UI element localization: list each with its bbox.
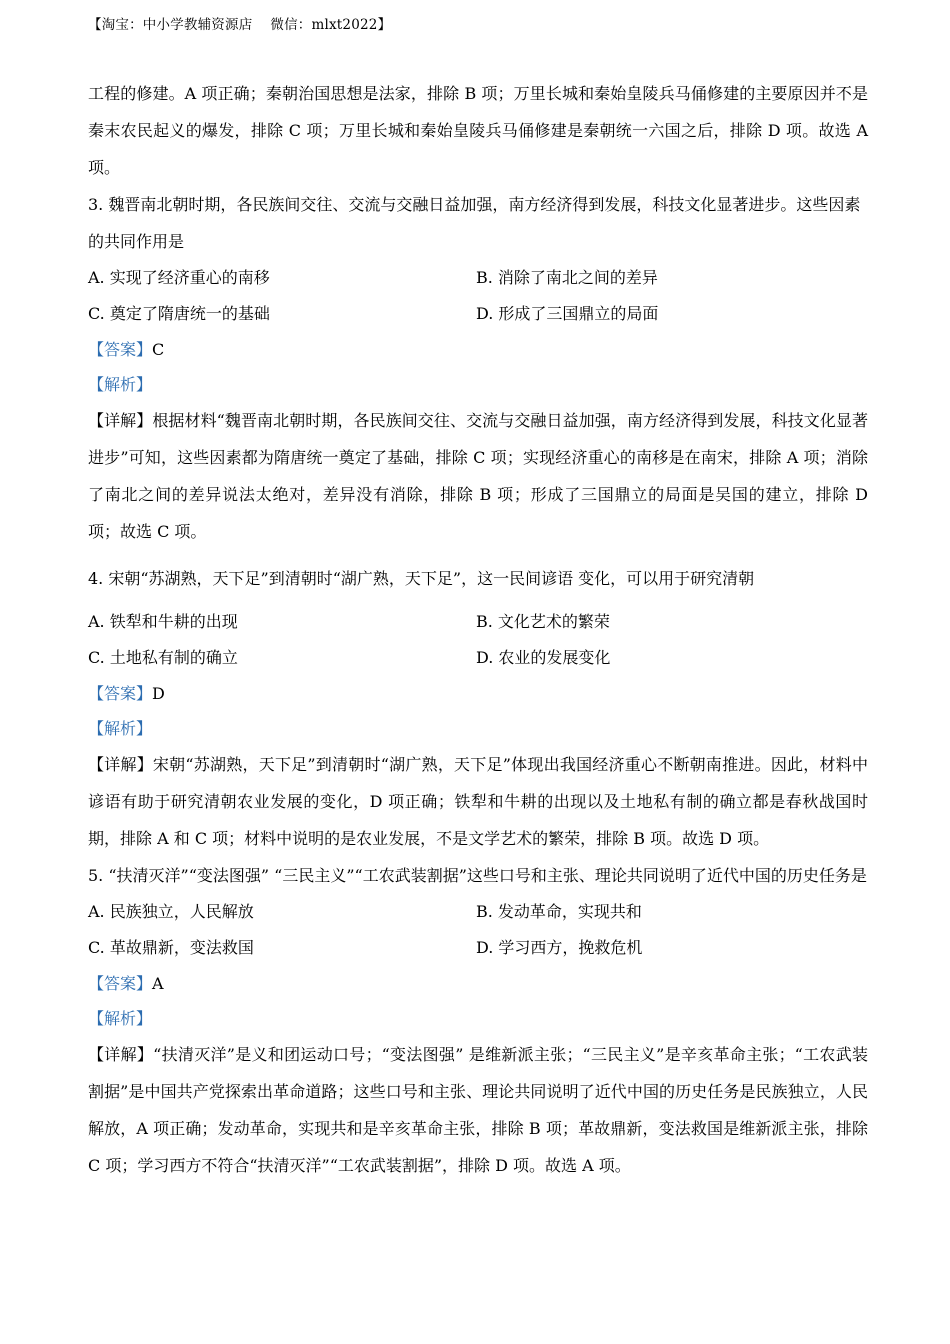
question-5 — [88, 857, 868, 1184]
detail-text: 根据材料“魏晋南北朝时期，各民族间交往、交流与交融日益加强，南方经济得到发展，科技文化显著进步”可知，这些因素都为隋唐统一奠定了基础，排除 C 项；实现经济重心的南移是在南宋，排除 A 项；消除了南北之间的差异说法太绝对，差异没有消除，排除 B 项；形成了三国鼎立的局面是吴国的建立，排除 D 项；故选 C 项。 — [88, 411, 868, 541]
analysis-tag: 【解析】 — [88, 719, 153, 738]
detail-tag: 【详解】 — [88, 755, 153, 774]
option-d: D. 形成了三国鼎立的局面 — [476, 304, 659, 323]
option-b: B. 文化艺术的繁荣 — [476, 612, 610, 631]
option-a: A. 民族独立，人民解放 — [88, 902, 254, 921]
option-c: C. 革故鼎新，变法救国 — [88, 938, 254, 957]
options-list — [88, 894, 868, 966]
page-header: 【淘宝：中小学教辅资源店 微信：mlxt2022】 — [88, 17, 392, 33]
answer-line — [88, 676, 868, 711]
option-c: C. 土地私有制的确立 — [88, 648, 238, 667]
option-b: B. 发动革命，实现共和 — [476, 902, 642, 921]
detail-paragraph — [88, 746, 868, 857]
document-body — [88, 75, 868, 1184]
answer-tag: 【答案】 — [88, 974, 153, 993]
answer-value: A — [152, 974, 164, 993]
detail-paragraph — [88, 402, 868, 550]
detail-paragraph — [88, 1036, 868, 1184]
options-list — [88, 260, 868, 332]
analysis-line — [88, 711, 868, 746]
question-4 — [88, 560, 868, 857]
question-3 — [88, 186, 868, 550]
answer-line — [88, 966, 868, 1001]
answer-line — [88, 332, 868, 367]
answer-value: C — [152, 340, 165, 359]
option-b: B. 消除了南北之间的差异 — [476, 268, 658, 287]
option-c: C. 奠定了隋唐统一的基础 — [88, 304, 270, 323]
detail-text: “扶清灭洋”是义和团运动口号；“变法图强” 是维新派主张；“三民主义”是辛亥革命主张；“工农武装割据”是中国共产党探索出革命道路；这些口号和主张、理论共同说明了近代中国的历史任务是民族独立，人民解放，A 项正确；发动革命，实现共和是辛亥革命主张，排除 B 项；革故鼎新，变法救国是维新派主张，排除 C 项；学习西方不符合“扶清灭洋”“工农武装割据”，排除 D 项。故选 A 项。 — [88, 1045, 868, 1175]
answer-value: D — [152, 684, 165, 703]
detail-tag: 【详解】 — [88, 1045, 154, 1064]
analysis-tag: 【解析】 — [88, 1009, 153, 1028]
option-a: A. 铁犁和牛耕的出现 — [88, 612, 238, 631]
option-a: A. 实现了经济重心的南移 — [88, 268, 270, 287]
option-d: D. 农业的发展变化 — [476, 648, 611, 667]
analysis-tag: 【解析】 — [88, 375, 153, 394]
question-stem: 4. 宋朝“苏湖熟，天下足”到清朝时“湖广熟，天下足”，这一民间谚语 变化，可以用于研究清朝 — [88, 569, 755, 588]
analysis-line — [88, 367, 868, 402]
question-stem: 5. “扶清灭洋”“变法图强” “三民主义”“工农武装割据”这些口号和主张、理论共同说明了近代中国的历史任务是 — [88, 866, 867, 885]
detail-text: 宋朝“苏湖熟，天下足”到清朝时“湖广熟，天下足”体现出我国经济重心不断朝南推进。因此，材料中谚语有助于研究清朝农业发展的变化，D 项正确；铁犁和牛耕的出现以及土地私有制的确立都是春秋战国时期，排除 A 和 C 项；材料中说明的是农业发展，不是文学艺术的繁荣，排除 B 项。故选 D 项。 — [88, 755, 868, 848]
answer-tag: 【答案】 — [88, 340, 153, 359]
answer-tag: 【答案】 — [88, 684, 153, 703]
options-list — [88, 604, 868, 676]
question-stem: 3. 魏晋南北朝时期，各民族间交往、交流与交融日益加强，南方经济得到发展，科技文化显著进步。这些因素的共同作用是 — [88, 195, 861, 251]
intro-paragraph: 工程的修建。A 项正确；秦朝治国思想是法家，排除 B 项；万里长城和秦始皇陵兵马俑修建的主要原因并不是秦末农民起义的爆发，排除 C 项；万里长城和秦始皇陵兵马俑修建是秦朝统一六国之后，排除 D 项。故选 A 项。 — [88, 84, 868, 177]
detail-tag: 【详解】 — [88, 411, 153, 430]
analysis-line — [88, 1001, 868, 1036]
option-d: D. 学习西方，挽救危机 — [476, 938, 643, 957]
